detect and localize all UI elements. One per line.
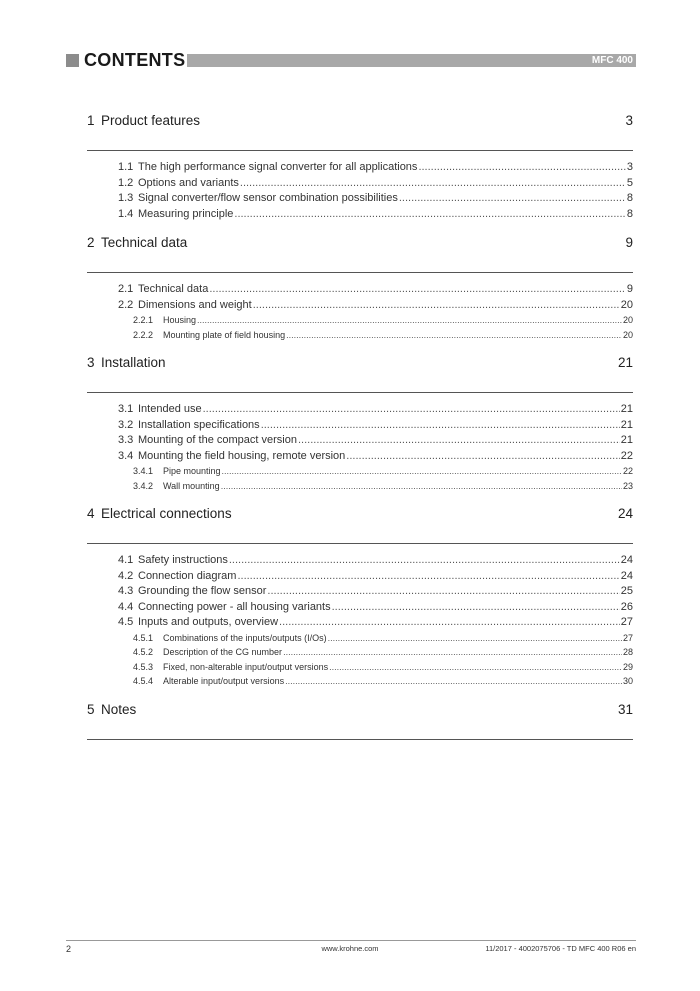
section-number: 1.2: [118, 176, 134, 189]
subsection-page: 29: [622, 661, 633, 672]
dot-leader: [328, 631, 622, 646]
toc-section-group: [87, 393, 633, 505]
dot-leader: [229, 553, 620, 569]
section-page: 24: [620, 554, 633, 566]
chapter-page: 9: [625, 235, 633, 250]
section-title: Signal converter/flow sensor combination possibilities: [138, 192, 398, 204]
subsection-title: Pipe mounting: [163, 466, 221, 476]
dot-leader: [283, 645, 622, 660]
chapter-number: 3: [87, 355, 95, 370]
toc-section[interactable]: [118, 449, 633, 465]
subsection-title: Description of the CG number: [163, 647, 283, 657]
footer-divider: [66, 940, 636, 941]
subsection-page: 20: [622, 315, 633, 325]
section-number: 3.2: [118, 418, 134, 431]
product-name: MFC 400: [591, 55, 633, 66]
subsection-page: 23: [622, 480, 633, 491]
chapter-number: 2: [87, 235, 95, 250]
section-page: 25: [620, 585, 633, 597]
toc-section[interactable]: [118, 207, 633, 223]
section-title: The high performance signal converter for all applications: [138, 161, 418, 173]
section-number: 3.1: [118, 403, 134, 415]
footer-page-number: 2: [66, 944, 72, 954]
section-page: 27: [620, 616, 633, 628]
section-number: 1.3: [118, 192, 134, 204]
toc-subsection[interactable]: [133, 464, 633, 479]
dot-leader: [286, 328, 622, 343]
section-number: 1.1: [118, 161, 134, 173]
section-number: 4.3: [118, 585, 134, 597]
subsection-title: Mounting plate of field housing: [163, 329, 286, 340]
subsection-number: 2.2.1: [133, 315, 154, 325]
dot-leader: [279, 615, 620, 631]
section-title: Mounting of the compact version: [138, 434, 297, 446]
toc-section-group: [87, 544, 633, 701]
header-bar: [187, 54, 636, 67]
chapter-number: 5: [87, 701, 95, 717]
subsection-page: 20: [622, 329, 633, 340]
table-of-contents: [87, 112, 633, 740]
dot-leader: [267, 584, 619, 600]
subsection-number: 4.5.4: [133, 676, 154, 686]
section-page: 20: [620, 298, 633, 311]
dot-leader: [222, 464, 622, 479]
toc-chapter[interactable]: [87, 234, 633, 273]
toc-subsection[interactable]: [133, 479, 633, 494]
chapter-title: Installation: [101, 355, 166, 370]
section-title: Mounting the field housing, remote version: [138, 449, 346, 462]
toc-section[interactable]: [118, 615, 633, 631]
section-number: 3.4: [118, 449, 134, 462]
section-title: Grounding the flow sensor: [138, 585, 267, 597]
subsection-page: 22: [622, 466, 633, 476]
toc-chapter[interactable]: [87, 505, 633, 544]
page-title: CONTENTS: [84, 50, 186, 70]
section-page: 24: [620, 569, 633, 582]
section-page: 21: [620, 434, 633, 446]
toc-section[interactable]: [118, 282, 633, 298]
header-square: [66, 54, 79, 67]
section-title: Dimensions and weight: [138, 298, 252, 311]
footer-doc-reference: 11/2017 - 4002075706 - TD MFC 400 R06 en: [485, 944, 636, 953]
section-number: 3.3: [118, 434, 134, 446]
dot-leader: [418, 160, 625, 176]
toc-subsection[interactable]: [133, 660, 633, 675]
section-title: Installation specifications: [138, 418, 260, 431]
page-header: [66, 52, 636, 70]
section-title: Safety instructions: [138, 554, 228, 566]
dot-leader: [197, 313, 622, 328]
section-title: Connection diagram: [138, 569, 237, 582]
dot-leader: [298, 433, 620, 449]
dot-leader: [399, 191, 626, 207]
subsection-number: 3.4.2: [133, 480, 154, 491]
chapter-number: 4: [87, 506, 95, 521]
dot-leader: [240, 176, 626, 192]
section-title: Intended use: [138, 403, 202, 415]
subsection-page: 30: [622, 676, 633, 686]
toc-section[interactable]: [118, 433, 633, 449]
subsection-title: Fixed, non-alterable input/output versions: [163, 661, 329, 672]
toc-subsection[interactable]: [133, 631, 633, 646]
section-page: 8: [626, 192, 633, 204]
toc-section[interactable]: [118, 191, 633, 207]
section-title: Measuring principle: [138, 207, 234, 220]
section-page: 9: [626, 283, 633, 295]
toc-section[interactable]: [118, 402, 633, 418]
subsection-title: Alterable input/output versions: [163, 676, 285, 686]
dot-leader: [209, 282, 626, 298]
subsection-title: Housing: [163, 315, 197, 325]
toc-section[interactable]: [118, 584, 633, 600]
section-page: 3: [626, 161, 633, 173]
toc-section[interactable]: [118, 176, 633, 192]
toc-subsection[interactable]: [133, 674, 633, 689]
dot-leader: [221, 479, 622, 494]
toc-section-group: [87, 273, 633, 354]
section-number: 2.2: [118, 298, 134, 311]
section-number: 1.4: [118, 207, 134, 220]
toc-section[interactable]: [118, 160, 633, 176]
subsection-page: 27: [622, 632, 633, 643]
dot-leader: [261, 418, 620, 434]
subsection-number: 3.4.1: [133, 466, 154, 476]
toc-chapter[interactable]: [87, 112, 633, 151]
chapter-title: Product features: [101, 113, 201, 128]
toc-section-group: [87, 151, 633, 234]
subsection-number: 4.5.2: [133, 647, 154, 657]
section-title: Inputs and outputs, overview: [138, 616, 279, 628]
dot-leader: [332, 600, 620, 616]
subsection-title: Combinations of the inputs/outputs (I/Os): [163, 632, 327, 643]
section-title: Connecting power - all housing variants: [138, 600, 331, 613]
chapter-page: 24: [617, 506, 633, 521]
section-page: 5: [626, 176, 633, 189]
section-number: 4.4: [118, 600, 134, 613]
toc-section[interactable]: [118, 418, 633, 434]
toc-section[interactable]: [118, 569, 633, 585]
section-page: 21: [620, 418, 633, 431]
toc-section[interactable]: [118, 600, 633, 616]
dot-leader: [285, 674, 622, 689]
section-page: 8: [626, 207, 633, 220]
chapter-title: Notes: [101, 701, 137, 717]
chapter-number: 1: [87, 113, 95, 128]
dot-leader: [237, 569, 619, 585]
section-title: Options and variants: [138, 176, 239, 189]
dot-leader: [203, 402, 620, 418]
subsection-number: 4.5.1: [133, 632, 154, 643]
section-number: 4.2: [118, 569, 134, 582]
footer-website[interactable]: www.krohne.com: [321, 944, 379, 953]
toc-chapter[interactable]: [87, 701, 633, 740]
chapter-page: 21: [617, 355, 633, 370]
subsection-number: 2.2.2: [133, 329, 154, 340]
section-page: 22: [620, 449, 633, 462]
chapter-page: 3: [625, 113, 633, 128]
chapter-title: Electrical connections: [101, 506, 232, 521]
toc-subsection[interactable]: [133, 328, 633, 343]
section-number: 2.1: [118, 283, 134, 295]
chapter-title: Technical data: [101, 235, 188, 250]
toc-chapter[interactable]: [87, 354, 633, 393]
toc-section[interactable]: [118, 298, 633, 314]
section-title: Technical data: [138, 283, 209, 295]
dot-leader: [234, 207, 625, 223]
section-number: 4.5: [118, 616, 134, 628]
subsection-number: 4.5.3: [133, 661, 154, 672]
toc-subsection[interactable]: [133, 645, 633, 660]
section-page: 21: [620, 403, 633, 415]
dot-leader: [253, 298, 620, 314]
section-page: 26: [620, 600, 633, 613]
subsection-title: Wall mounting: [163, 480, 220, 491]
toc-subsection[interactable]: [133, 313, 633, 328]
section-number: 4.1: [118, 554, 134, 566]
dot-leader: [329, 660, 622, 675]
toc-section[interactable]: [118, 553, 633, 569]
dot-leader: [346, 449, 619, 465]
chapter-page: 31: [617, 701, 633, 717]
subsection-page: 28: [622, 647, 633, 657]
